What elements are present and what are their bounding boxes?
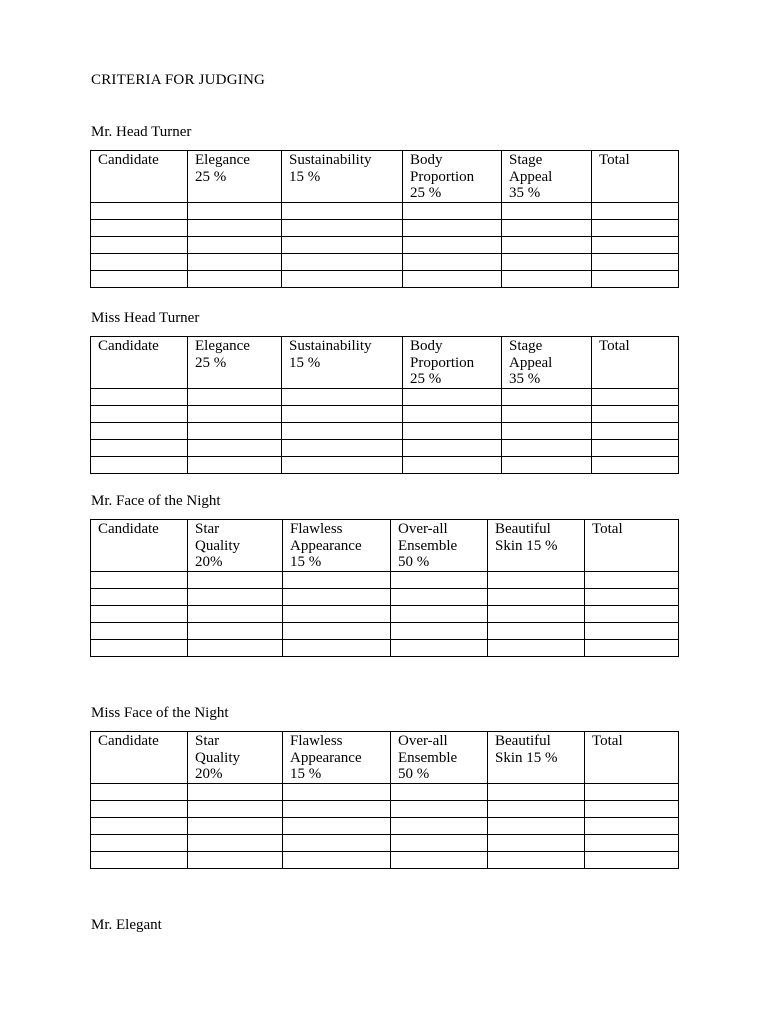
score-table-mr-head-turner <box>90 150 679 288</box>
table-cell[interactable] <box>391 834 488 851</box>
column-header-stage-appeal: Stage Appeal 35 % <box>502 151 592 203</box>
table-cell[interactable] <box>592 202 679 219</box>
table-cell[interactable] <box>391 605 488 622</box>
table-cell[interactable] <box>585 639 679 656</box>
table-cell[interactable] <box>585 588 679 605</box>
score-table-miss-face-of-the-night <box>90 731 679 869</box>
table-cell[interactable] <box>585 851 679 868</box>
table-cell[interactable] <box>91 270 188 287</box>
section-title-mr-head-turner: Mr. Head Turner <box>91 124 192 140</box>
table-cell[interactable] <box>91 800 188 817</box>
column-header-sustainability: Sustainability 15 % <box>282 337 403 389</box>
column-header-star-quality: Star Quality 20% <box>188 732 283 784</box>
table-cell[interactable] <box>391 588 488 605</box>
table-cell[interactable] <box>502 456 592 473</box>
column-header-candidate: Candidate <box>91 520 188 572</box>
table-cell[interactable] <box>91 439 188 456</box>
table-cell[interactable] <box>403 202 502 219</box>
table-cell[interactable] <box>391 571 488 588</box>
table-cell[interactable] <box>403 439 502 456</box>
column-header-total: Total <box>585 732 679 784</box>
table-cell[interactable] <box>502 270 592 287</box>
table-cell[interactable] <box>403 422 502 439</box>
table-cell[interactable] <box>188 456 282 473</box>
table-cell[interactable] <box>283 622 391 639</box>
table-cell[interactable] <box>283 605 391 622</box>
column-header-total: Total <box>585 520 679 572</box>
table-cell[interactable] <box>592 236 679 253</box>
table-cell[interactable] <box>585 622 679 639</box>
table-cell[interactable] <box>488 817 585 834</box>
table-cell[interactable] <box>403 219 502 236</box>
table-cell[interactable] <box>282 270 403 287</box>
table-row <box>91 800 679 817</box>
table-cell[interactable] <box>488 588 585 605</box>
table-header-row <box>91 520 679 572</box>
table-cell[interactable] <box>188 817 283 834</box>
table-cell[interactable] <box>282 439 403 456</box>
table-cell[interactable] <box>283 851 391 868</box>
table-cell[interactable] <box>403 270 502 287</box>
table-cell[interactable] <box>91 817 188 834</box>
table-row <box>91 639 679 656</box>
table-cell[interactable] <box>188 236 282 253</box>
table-cell[interactable] <box>488 605 585 622</box>
column-header-elegance: Elegance 25 % <box>188 337 282 389</box>
table-cell[interactable] <box>283 817 391 834</box>
table-cell[interactable] <box>91 202 188 219</box>
table-cell[interactable] <box>488 622 585 639</box>
column-header-sustainability: Sustainability 15 % <box>282 151 403 203</box>
table-cell[interactable] <box>403 388 502 405</box>
table-cell[interactable] <box>391 639 488 656</box>
column-header-stage-appeal: Stage Appeal 35 % <box>502 337 592 389</box>
table-row <box>91 605 679 622</box>
table-cell[interactable] <box>592 219 679 236</box>
table-row <box>91 588 679 605</box>
column-header-body-proportion: Body Proportion 25 % <box>403 151 502 203</box>
table-header-row <box>91 337 679 389</box>
table-cell[interactable] <box>91 834 188 851</box>
table-cell[interactable] <box>585 834 679 851</box>
table-cell[interactable] <box>592 456 679 473</box>
table-cell[interactable] <box>188 571 283 588</box>
table-cell[interactable] <box>403 253 502 270</box>
table-cell[interactable] <box>188 605 283 622</box>
table-row <box>91 270 679 287</box>
table-cell[interactable] <box>282 202 403 219</box>
table-cell[interactable] <box>403 405 502 422</box>
column-header-candidate: Candidate <box>91 337 188 389</box>
table-cell[interactable] <box>502 388 592 405</box>
table-cell[interactable] <box>283 639 391 656</box>
table-row <box>91 834 679 851</box>
table-cell[interactable] <box>188 439 282 456</box>
table-row <box>91 388 679 405</box>
table-cell[interactable] <box>585 800 679 817</box>
section-title-mr-face-of-the-night: Mr. Face of the Night <box>91 493 221 509</box>
table-cell[interactable] <box>592 422 679 439</box>
table-cell[interactable] <box>391 851 488 868</box>
table-cell[interactable] <box>91 851 188 868</box>
table-cell[interactable] <box>585 817 679 834</box>
table-cell[interactable] <box>585 571 679 588</box>
table-cell[interactable] <box>91 622 188 639</box>
table-cell[interactable] <box>91 388 188 405</box>
table-cell[interactable] <box>188 639 283 656</box>
table-cell[interactable] <box>592 270 679 287</box>
table-cell[interactable] <box>91 405 188 422</box>
table-row <box>91 456 679 473</box>
table-row <box>91 783 679 800</box>
table-cell[interactable] <box>282 253 403 270</box>
table-row <box>91 219 679 236</box>
table-cell[interactable] <box>188 253 282 270</box>
column-header-beautiful-skin: Beautiful Skin 15 % <box>488 520 585 572</box>
table-cell[interactable] <box>283 783 391 800</box>
section-title-miss-face-of-the-night: Miss Face of the Night <box>91 705 229 721</box>
table-cell[interactable] <box>188 783 283 800</box>
table-cell[interactable] <box>188 800 283 817</box>
column-header-overall-ensemble: Over-all Ensemble 50 % <box>391 732 488 784</box>
table-cell[interactable] <box>188 270 282 287</box>
table-row <box>91 405 679 422</box>
column-header-candidate: Candidate <box>91 732 188 784</box>
column-header-total: Total <box>592 151 679 203</box>
column-header-beautiful-skin: Beautiful Skin 15 % <box>488 732 585 784</box>
table-cell[interactable] <box>91 639 188 656</box>
section-title-miss-head-turner: Miss Head Turner <box>91 310 200 326</box>
table-cell[interactable] <box>391 800 488 817</box>
table-cell[interactable] <box>91 422 188 439</box>
table-cell[interactable] <box>391 817 488 834</box>
table-cell[interactable] <box>502 422 592 439</box>
table-cell[interactable] <box>282 422 403 439</box>
table-cell[interactable] <box>502 253 592 270</box>
table-row <box>91 817 679 834</box>
table-cell[interactable] <box>592 439 679 456</box>
table-row <box>91 851 679 868</box>
table-cell[interactable] <box>188 834 283 851</box>
table-header-row <box>91 151 679 203</box>
table-cell[interactable] <box>282 405 403 422</box>
column-header-elegance: Elegance 25 % <box>188 151 282 203</box>
table-cell[interactable] <box>283 571 391 588</box>
column-header-flawless-appearance: Flawless Appearance 15 % <box>283 520 391 572</box>
table-cell[interactable] <box>488 834 585 851</box>
table-cell[interactable] <box>91 588 188 605</box>
table-cell[interactable] <box>403 456 502 473</box>
column-header-overall-ensemble: Over-all Ensemble 50 % <box>391 520 488 572</box>
table-cell[interactable] <box>488 571 585 588</box>
table-cell[interactable] <box>403 236 502 253</box>
table-cell[interactable] <box>188 851 283 868</box>
table-cell[interactable] <box>91 783 188 800</box>
table-cell[interactable] <box>283 834 391 851</box>
table-cell[interactable] <box>188 422 282 439</box>
table-cell[interactable] <box>488 783 585 800</box>
table-cell[interactable] <box>188 388 282 405</box>
table-cell[interactable] <box>282 219 403 236</box>
table-cell[interactable] <box>502 439 592 456</box>
table-cell[interactable] <box>592 253 679 270</box>
column-header-star-quality: Star Quality 20% <box>188 520 283 572</box>
table-row <box>91 236 679 253</box>
table-row <box>91 253 679 270</box>
column-header-candidate: Candidate <box>91 151 188 203</box>
page-title: CRITERIA FOR JUDGING <box>91 72 266 88</box>
column-header-flawless-appearance: Flawless Appearance 15 % <box>283 732 391 784</box>
table-cell[interactable] <box>502 202 592 219</box>
table-cell[interactable] <box>592 405 679 422</box>
table-cell[interactable] <box>488 851 585 868</box>
table-cell[interactable] <box>283 800 391 817</box>
table-cell[interactable] <box>282 388 403 405</box>
table-cell[interactable] <box>91 219 188 236</box>
table-cell[interactable] <box>282 236 403 253</box>
table-cell[interactable] <box>585 605 679 622</box>
table-row <box>91 622 679 639</box>
section-title-mr-elegant: Mr. Elegant <box>91 917 162 933</box>
table-cell[interactable] <box>391 783 488 800</box>
table-cell[interactable] <box>91 605 188 622</box>
table-cell[interactable] <box>502 219 592 236</box>
table-cell[interactable] <box>91 571 188 588</box>
table-cell[interactable] <box>391 622 488 639</box>
table-cell[interactable] <box>91 456 188 473</box>
table-cell[interactable] <box>188 405 282 422</box>
table-row <box>91 202 679 219</box>
table-cell[interactable] <box>188 202 282 219</box>
column-header-body-proportion: Body Proportion 25 % <box>403 337 502 389</box>
table-row <box>91 422 679 439</box>
table-cell[interactable] <box>585 783 679 800</box>
column-header-total: Total <box>592 337 679 389</box>
table-cell[interactable] <box>91 236 188 253</box>
score-table-mr-face-of-the-night <box>90 519 679 657</box>
table-cell[interactable] <box>488 639 585 656</box>
table-cell[interactable] <box>91 253 188 270</box>
table-cell[interactable] <box>283 588 391 605</box>
table-cell[interactable] <box>188 588 283 605</box>
table-row <box>91 571 679 588</box>
table-header-row <box>91 732 679 784</box>
table-cell[interactable] <box>188 622 283 639</box>
table-cell[interactable] <box>188 219 282 236</box>
table-cell[interactable] <box>502 405 592 422</box>
score-table-miss-head-turner <box>90 336 679 474</box>
table-cell[interactable] <box>282 456 403 473</box>
table-cell[interactable] <box>502 236 592 253</box>
table-row <box>91 439 679 456</box>
table-cell[interactable] <box>592 388 679 405</box>
table-cell[interactable] <box>488 800 585 817</box>
